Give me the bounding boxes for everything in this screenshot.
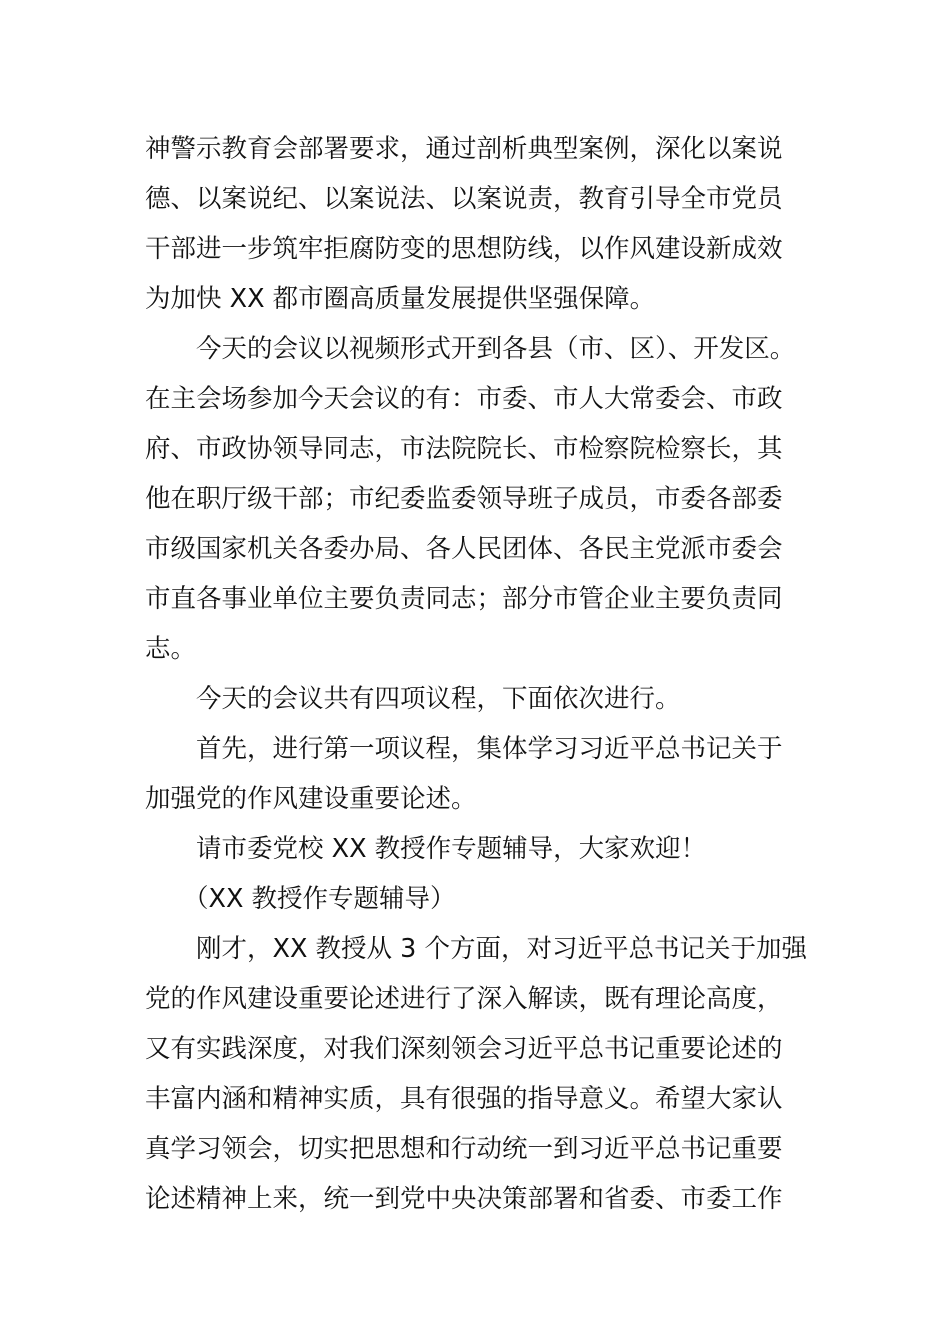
paragraph-summary xyxy=(145,924,815,1224)
paragraph-agenda xyxy=(145,674,815,724)
text-line: 德、以案说纪、以案说法、以案说责，教育引导全市党员 xyxy=(145,184,783,214)
text-line: 党的作风建设重要论述进行了深入解读，既有理论高度， xyxy=(145,984,783,1014)
text-line: 市直各事业单位主要负责同志；部分市管企业主要负责同 xyxy=(145,584,783,614)
text-line: 神警示教育会部署要求，通过剖析典型案例，深化以案说 xyxy=(145,134,783,164)
text-line: 论述精神上来，统一到党中央决策部署和省委、市委工作 xyxy=(145,1184,783,1214)
text-line: 在主会场参加今天会议的有：市委、市人大常委会、市政 xyxy=(145,384,783,414)
text-line: 加强党的作风建设重要论述。 xyxy=(145,784,477,814)
text-line: 志。 xyxy=(145,634,197,664)
text-line: 真学习领会，切实把思想和行动统一到习近平总书记重要 xyxy=(145,1134,783,1164)
text-line: 府、市政协领导同志，市法院院长、市检察院检察长，其 xyxy=(145,434,783,464)
paragraph-attendees xyxy=(145,324,815,674)
text-line: 刚才，XX 教授从 3 个方面，对习近平总书记关于加强 xyxy=(196,934,807,964)
document-body xyxy=(145,124,815,1224)
text-line: 市级国家机关各委办局、各人民团体、各民主党派市委会 xyxy=(145,534,783,564)
text-line: 请市委党校 XX 教授作专题辅导，大家欢迎！ xyxy=(196,834,707,864)
paragraph-stage-note xyxy=(145,874,815,924)
text-line: （XX 教授作专题辅导） xyxy=(183,884,456,914)
text-line: 丰富内涵和精神实质，具有很强的指导意义。希望大家认 xyxy=(145,1084,783,1114)
text-line: 今天的会议共有四项议程，下面依次进行。 xyxy=(196,684,681,714)
paragraph-invite xyxy=(145,824,815,874)
paragraph-continuation xyxy=(145,124,815,324)
text-line: 今天的会议以视频形式开到各县（市、区）、开发区。 xyxy=(196,334,796,364)
text-line: 他在职厅级干部；市纪委监委领导班子成员，市委各部委 xyxy=(145,484,783,514)
text-line: 又有实践深度，对我们深刻领会习近平总书记重要论述的 xyxy=(145,1034,783,1064)
text-line: 干部进一步筑牢拒腐防变的思想防线，以作风建设新成效 xyxy=(145,234,783,264)
text-line: 首先，进行第一项议程，集体学习习近平总书记关于 xyxy=(196,734,783,764)
text-line: 为加快 XX 都市圈高质量发展提供坚强保障。 xyxy=(145,284,656,314)
paragraph-first-item xyxy=(145,724,815,824)
